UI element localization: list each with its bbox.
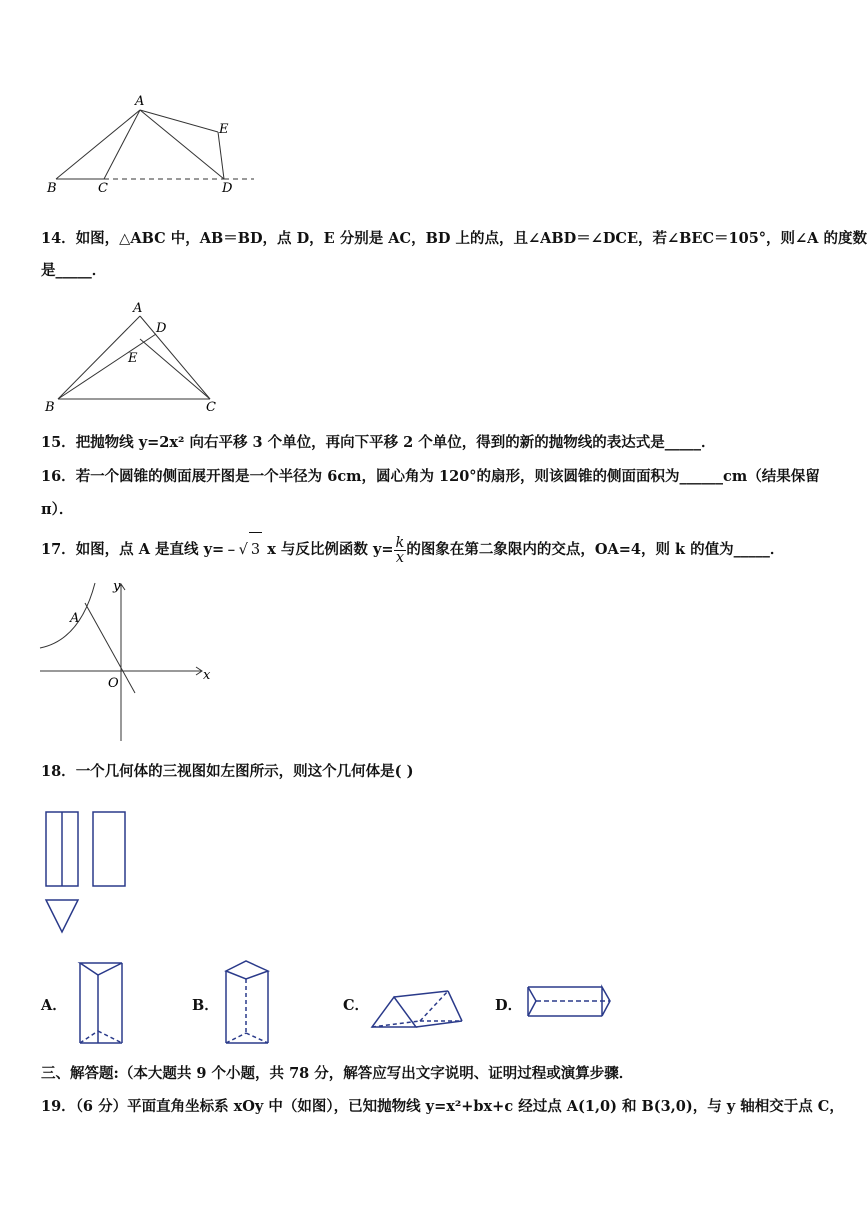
q17-line bbox=[41, 532, 784, 567]
label-D: D bbox=[222, 181, 233, 196]
q19-line bbox=[41, 1098, 844, 1116]
label-D: D bbox=[156, 321, 167, 336]
q14-line2: 是_____． bbox=[41, 262, 107, 279]
q14-number: 14． bbox=[41, 230, 76, 247]
label-B: B bbox=[45, 400, 55, 415]
label-x: x bbox=[203, 668, 211, 683]
q17-text-3: 的图象在第二象限内的交点，OA=4，则 k 的值为_____． bbox=[406, 541, 785, 558]
q16-number: 16． bbox=[41, 468, 76, 485]
option-a-label[interactable]: A． bbox=[41, 997, 67, 1014]
q16-text: 若一个圆锥的侧面展开图是一个半径为 6cm，圆心角为 120°的扇形，则该圆锥的侧面面积为______cm（结果保留 bbox=[75, 468, 820, 485]
label-O: O bbox=[108, 676, 119, 691]
option-b-label[interactable]: B． bbox=[192, 997, 219, 1014]
q18-number: 18． bbox=[41, 763, 76, 780]
fraction-k-over-x bbox=[394, 536, 407, 565]
label-E: E bbox=[219, 122, 229, 137]
label-y: y bbox=[113, 579, 121, 594]
option-d-label[interactable]: D． bbox=[495, 997, 523, 1014]
label-E: E bbox=[128, 351, 138, 366]
label-B: B bbox=[47, 181, 57, 196]
sqrt-sign: √ bbox=[238, 542, 248, 558]
q15-text: 把抛物线 y=2x² 向右平移 3 个单位，再向下平移 2 个单位，得到的新的抛物线的表达式是_____． bbox=[75, 434, 716, 451]
label-A: A bbox=[133, 301, 143, 316]
label-A: A bbox=[70, 611, 80, 626]
label-C: C bbox=[98, 181, 108, 196]
fraction-denominator: x bbox=[395, 549, 405, 566]
option-b-figure[interactable] bbox=[218, 955, 278, 1050]
q16-line1 bbox=[41, 468, 820, 486]
figure-q14 bbox=[40, 296, 230, 416]
option-d-figure[interactable] bbox=[522, 982, 622, 1022]
figure-q17 bbox=[40, 578, 220, 746]
option-c-label[interactable]: C． bbox=[343, 997, 370, 1014]
option-a-figure[interactable] bbox=[74, 955, 134, 1050]
q15-number: 15． bbox=[41, 434, 76, 451]
fraction-numerator: k bbox=[395, 534, 405, 551]
sqrt-radicand: 3 bbox=[249, 532, 262, 567]
label-A: A bbox=[135, 94, 145, 109]
q17-text-2: x 与反比例函数 y= bbox=[267, 541, 394, 558]
q19-text: （6 分）平面直角坐标系 xOy 中（如图），已知抛物线 y=x²+bx+c 经过点 A(1,0) 和 B(3,0)，与 y 轴相交于点 C， bbox=[75, 1098, 844, 1115]
q18-text: 一个几何体的三视图如左图所示，则这个几何体是( ) bbox=[75, 763, 414, 780]
q18-line bbox=[41, 763, 413, 781]
q19-number: 19． bbox=[41, 1098, 76, 1115]
three-views-figure bbox=[40, 805, 140, 940]
q14-text: 如图，△ABC 中，AB＝BD，点 D，E 分别是 AC，BD 上的点，且∠ABD＝∠DCE，若∠BEC＝105°，则∠A 的度数 bbox=[75, 230, 867, 247]
label-C: C bbox=[206, 400, 216, 415]
q15-line bbox=[41, 434, 716, 452]
section-heading: 三、解答题:（本大题共 9 个小题，共 78 分，解答应写出文字说明、证明过程或演算步骤． bbox=[41, 1065, 634, 1082]
q16-line2: π）． bbox=[41, 501, 74, 518]
figure-q13 bbox=[38, 88, 268, 198]
q17-text-1: 如图，点 A 是直线 y=﹣ bbox=[75, 541, 239, 558]
q14-line1 bbox=[41, 230, 867, 248]
q17-number: 17． bbox=[41, 541, 76, 558]
option-c-figure[interactable] bbox=[368, 985, 468, 1033]
